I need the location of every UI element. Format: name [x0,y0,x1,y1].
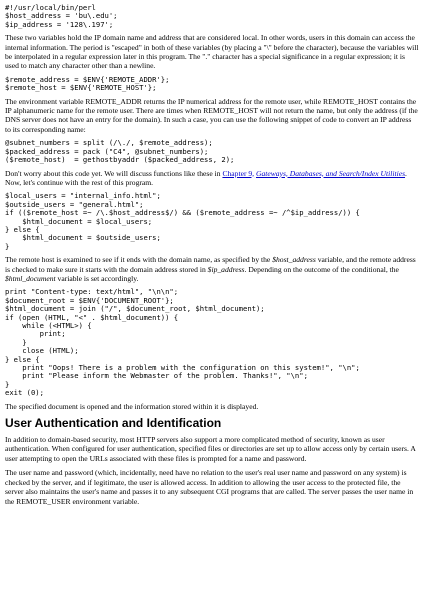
text-span: variable, and the remote address is checked to make sure it starts with the domain address stored in [5,255,416,274]
text-span: variable is set accordingly. [55,273,139,283]
paragraph-chapter-reference [5,169,419,188]
paragraph-local-variables: These two variables hold the IP domain name and address that are considered local. In other words, users in this domain can access the internal information. The period is "escaped" in both of these variables (by placing a "\" before the character), because the variables will be interpolated in a regular expression later in this program. The "." character has a special significance in a regular expression; it is used to match any character other than a newline. [5,33,419,71]
paragraph-remote-user: The user name and password (which, incidentally, need have no relation to the user's real user name and password on any system) is checked by the server, and if legitimate, the user is allowed access. In addition to allowing the user access to the protected file, the server also maintains the user's name and passes it to any subsequent CGI programs that are called. The server passes the user name in the REMOTE_USER environment variable. [5,468,414,506]
text-span: . Depending on the outcome of the conditional, the [244,264,399,274]
text-span: . Now, let's continue with the rest of this program. [5,168,407,187]
variable-host-address: $host_address [272,255,316,265]
code-block-gethostbyaddr: @subnet_numbers = split (/\./, $remote_address); $packed_address = pack ("C4", @subnet_numbers); ($remote_host) = gethostbyaddr ($packed_address, 2); [5,138,235,165]
section-heading: User Authentication and Identification [5,416,222,431]
code-block-variables: #!/usr/local/bin/perl $host_address = 'bu\.edu'; $ip_address = '128\.197'; [5,3,118,29]
text-span: associated with these files is prompted for a name and password. [107,453,307,463]
urls-term: URLs [89,453,108,463]
code-block-conditional: $local_users = "internal_info.html"; $outside_users = "general.html"; if (($remote_host =~ /\.$host_address$/) && ($remote_address =~ /^$ip_address/)) { $html_document = $local_users; } else { $html_document = $outside_users; } [5,191,360,251]
variable-html-document: $html_document [5,273,56,283]
paragraph-remote-host-check [5,255,419,283]
paragraph-document-opened: The specified document is opened and the information stored within it is displayed. [5,401,259,411]
text-span: In addition to domain-based security, most HTTP servers also support a more complicated method of security, known as user authentication. When configured for user authentication, specified files or directories are set up to allow access only by certain users. A user attempting to open the [5,435,416,463]
code-block-output: print "Content-type: text/html", "\n\n"; $document_root = $ENV{'DOCUMENT_ROOT'}; $html_document = join ("/", $document_root, $html_document); if (open (HTML, "<" . $html_document)) { while (<HTML>) { print; } close (HTML); } else { print "Oops! There is a problem with the configuration on this system!", "\n"; print "Please inform the Webmaster of the problem. Thanks!", "\n"; } exit (0); [5,287,360,398]
document-page [5,4,419,511]
text-span: Don't worry about this code yet. We will discuss functions like these in [5,168,223,178]
chapter-9-link[interactable]: Chapter 9, [222,168,255,178]
paragraph-user-authentication [5,435,419,463]
variable-ip-address: $ip_address [207,264,245,274]
code-block-remote-env: $remote_address = $ENV{'REMOTE_ADDR'}; $remote_host = $ENV{'REMOTE_HOST'}; [5,74,170,93]
gateways-chapter-link[interactable]: Gateways, Databases, and Search/Index Utilities [255,168,406,178]
paragraph-remote-addr: The environment variable REMOTE_ADDR returns the IP numerical address for the remote user, while REMOTE_HOST contains the IP alphanumeric name for the remote user. There are times when REMOTE_HOST will not return the name, but only the address (if the DNS server does not have an entry for the domain). In such a case, you can use the following snippet of code to convert an IP address to its corresponding name: [5,96,418,134]
text-span: The remote host is examined to see if it ends with the domain name, as specified by the [5,255,273,265]
